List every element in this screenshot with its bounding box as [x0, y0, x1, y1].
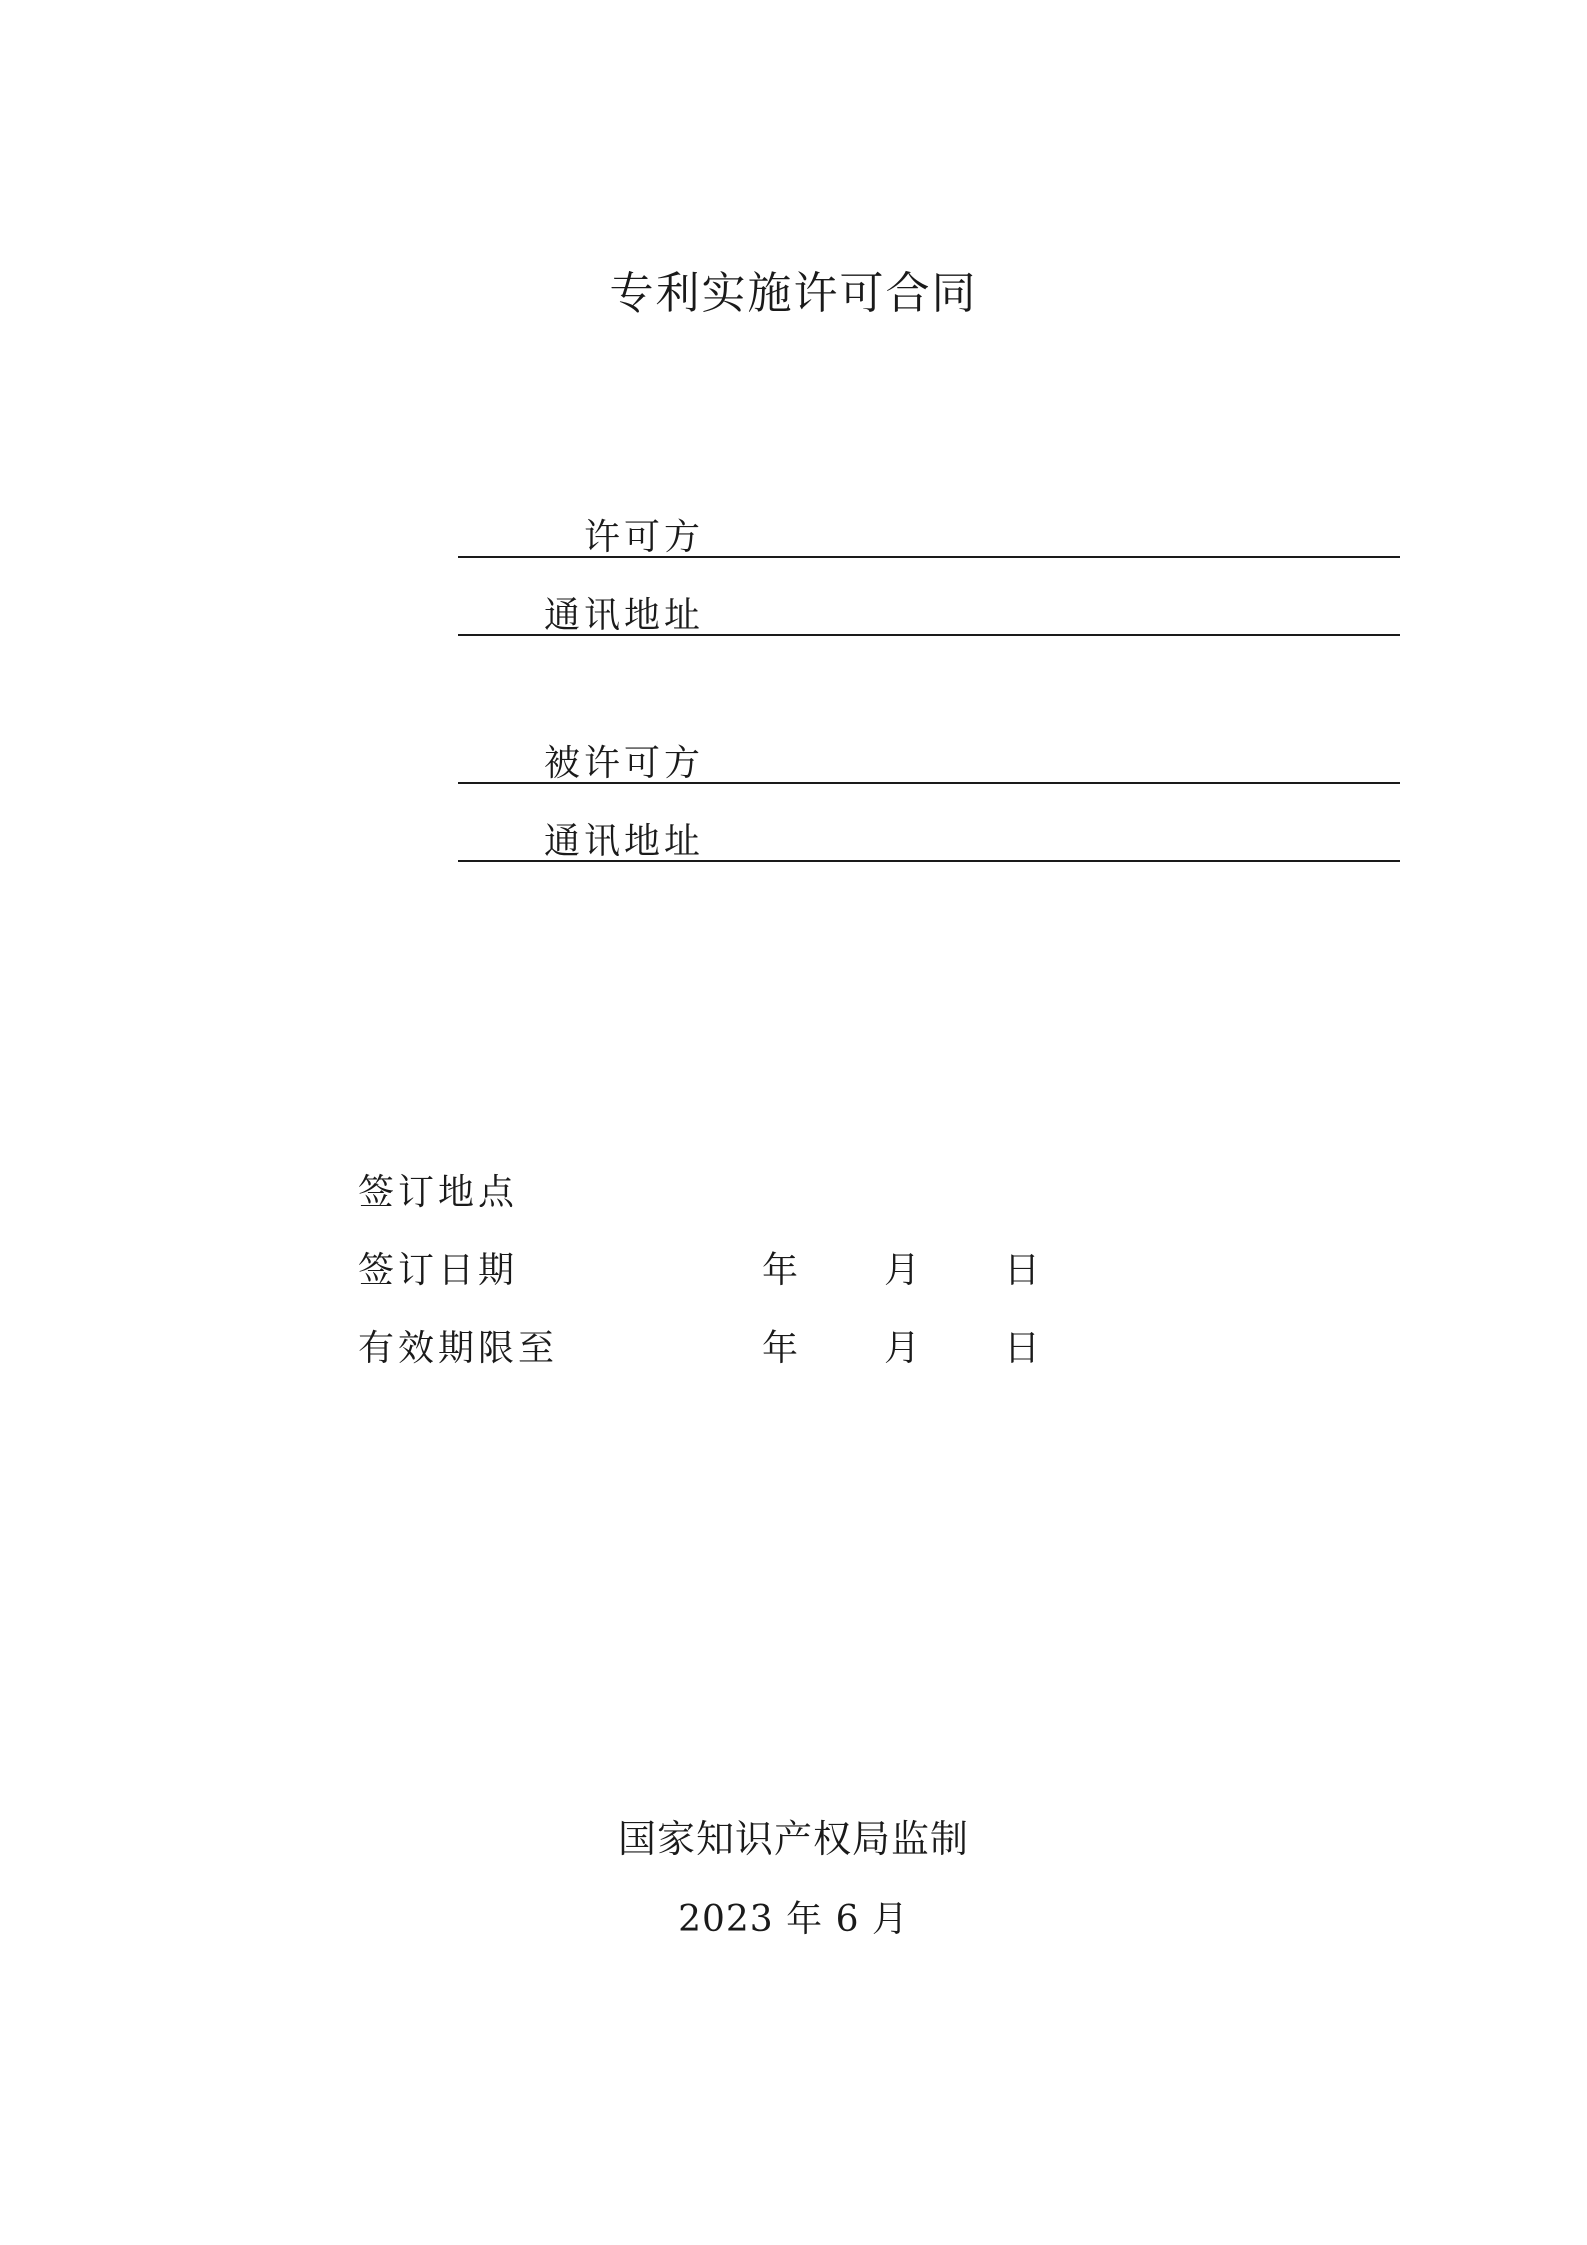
licensor-blank-line[interactable]: [458, 556, 1400, 558]
valid-until-label: 有效期限至: [358, 1328, 559, 1369]
signing-place-label: 签订地点: [358, 1172, 519, 1213]
licensor-address-label: 通讯地址: [543, 595, 704, 636]
signing-date-month: 月: [884, 1250, 925, 1291]
signing-date-day: 日: [1004, 1250, 1045, 1291]
licensor-address-field: [270, 576, 1400, 636]
valid-until-month: 月: [884, 1328, 925, 1369]
valid-until-year: 年: [762, 1328, 803, 1369]
licensee-address-blank-line[interactable]: [458, 860, 1400, 862]
licensor-address-blank-line[interactable]: [458, 634, 1400, 636]
issuer-text: 国家知识产权局监制: [617, 1817, 969, 1861]
document-title: 专利实施许可合同: [609, 268, 978, 319]
licensor-field: [270, 498, 1400, 558]
licensee-address-label: 通讯地址: [543, 821, 704, 862]
licensee-blank-line[interactable]: [458, 782, 1400, 784]
signing-date-label: 签订日期: [358, 1250, 519, 1291]
valid-until-day: 日: [1004, 1328, 1045, 1369]
signing-date-year: 年: [762, 1250, 803, 1291]
licensor-label: 许可方: [583, 517, 704, 558]
licensee-address-field: [270, 802, 1400, 862]
licensee-field: [270, 724, 1400, 784]
issue-date-text: 2023 年 6 月: [678, 1899, 909, 1940]
licensee-label: 被许可方: [543, 743, 704, 784]
